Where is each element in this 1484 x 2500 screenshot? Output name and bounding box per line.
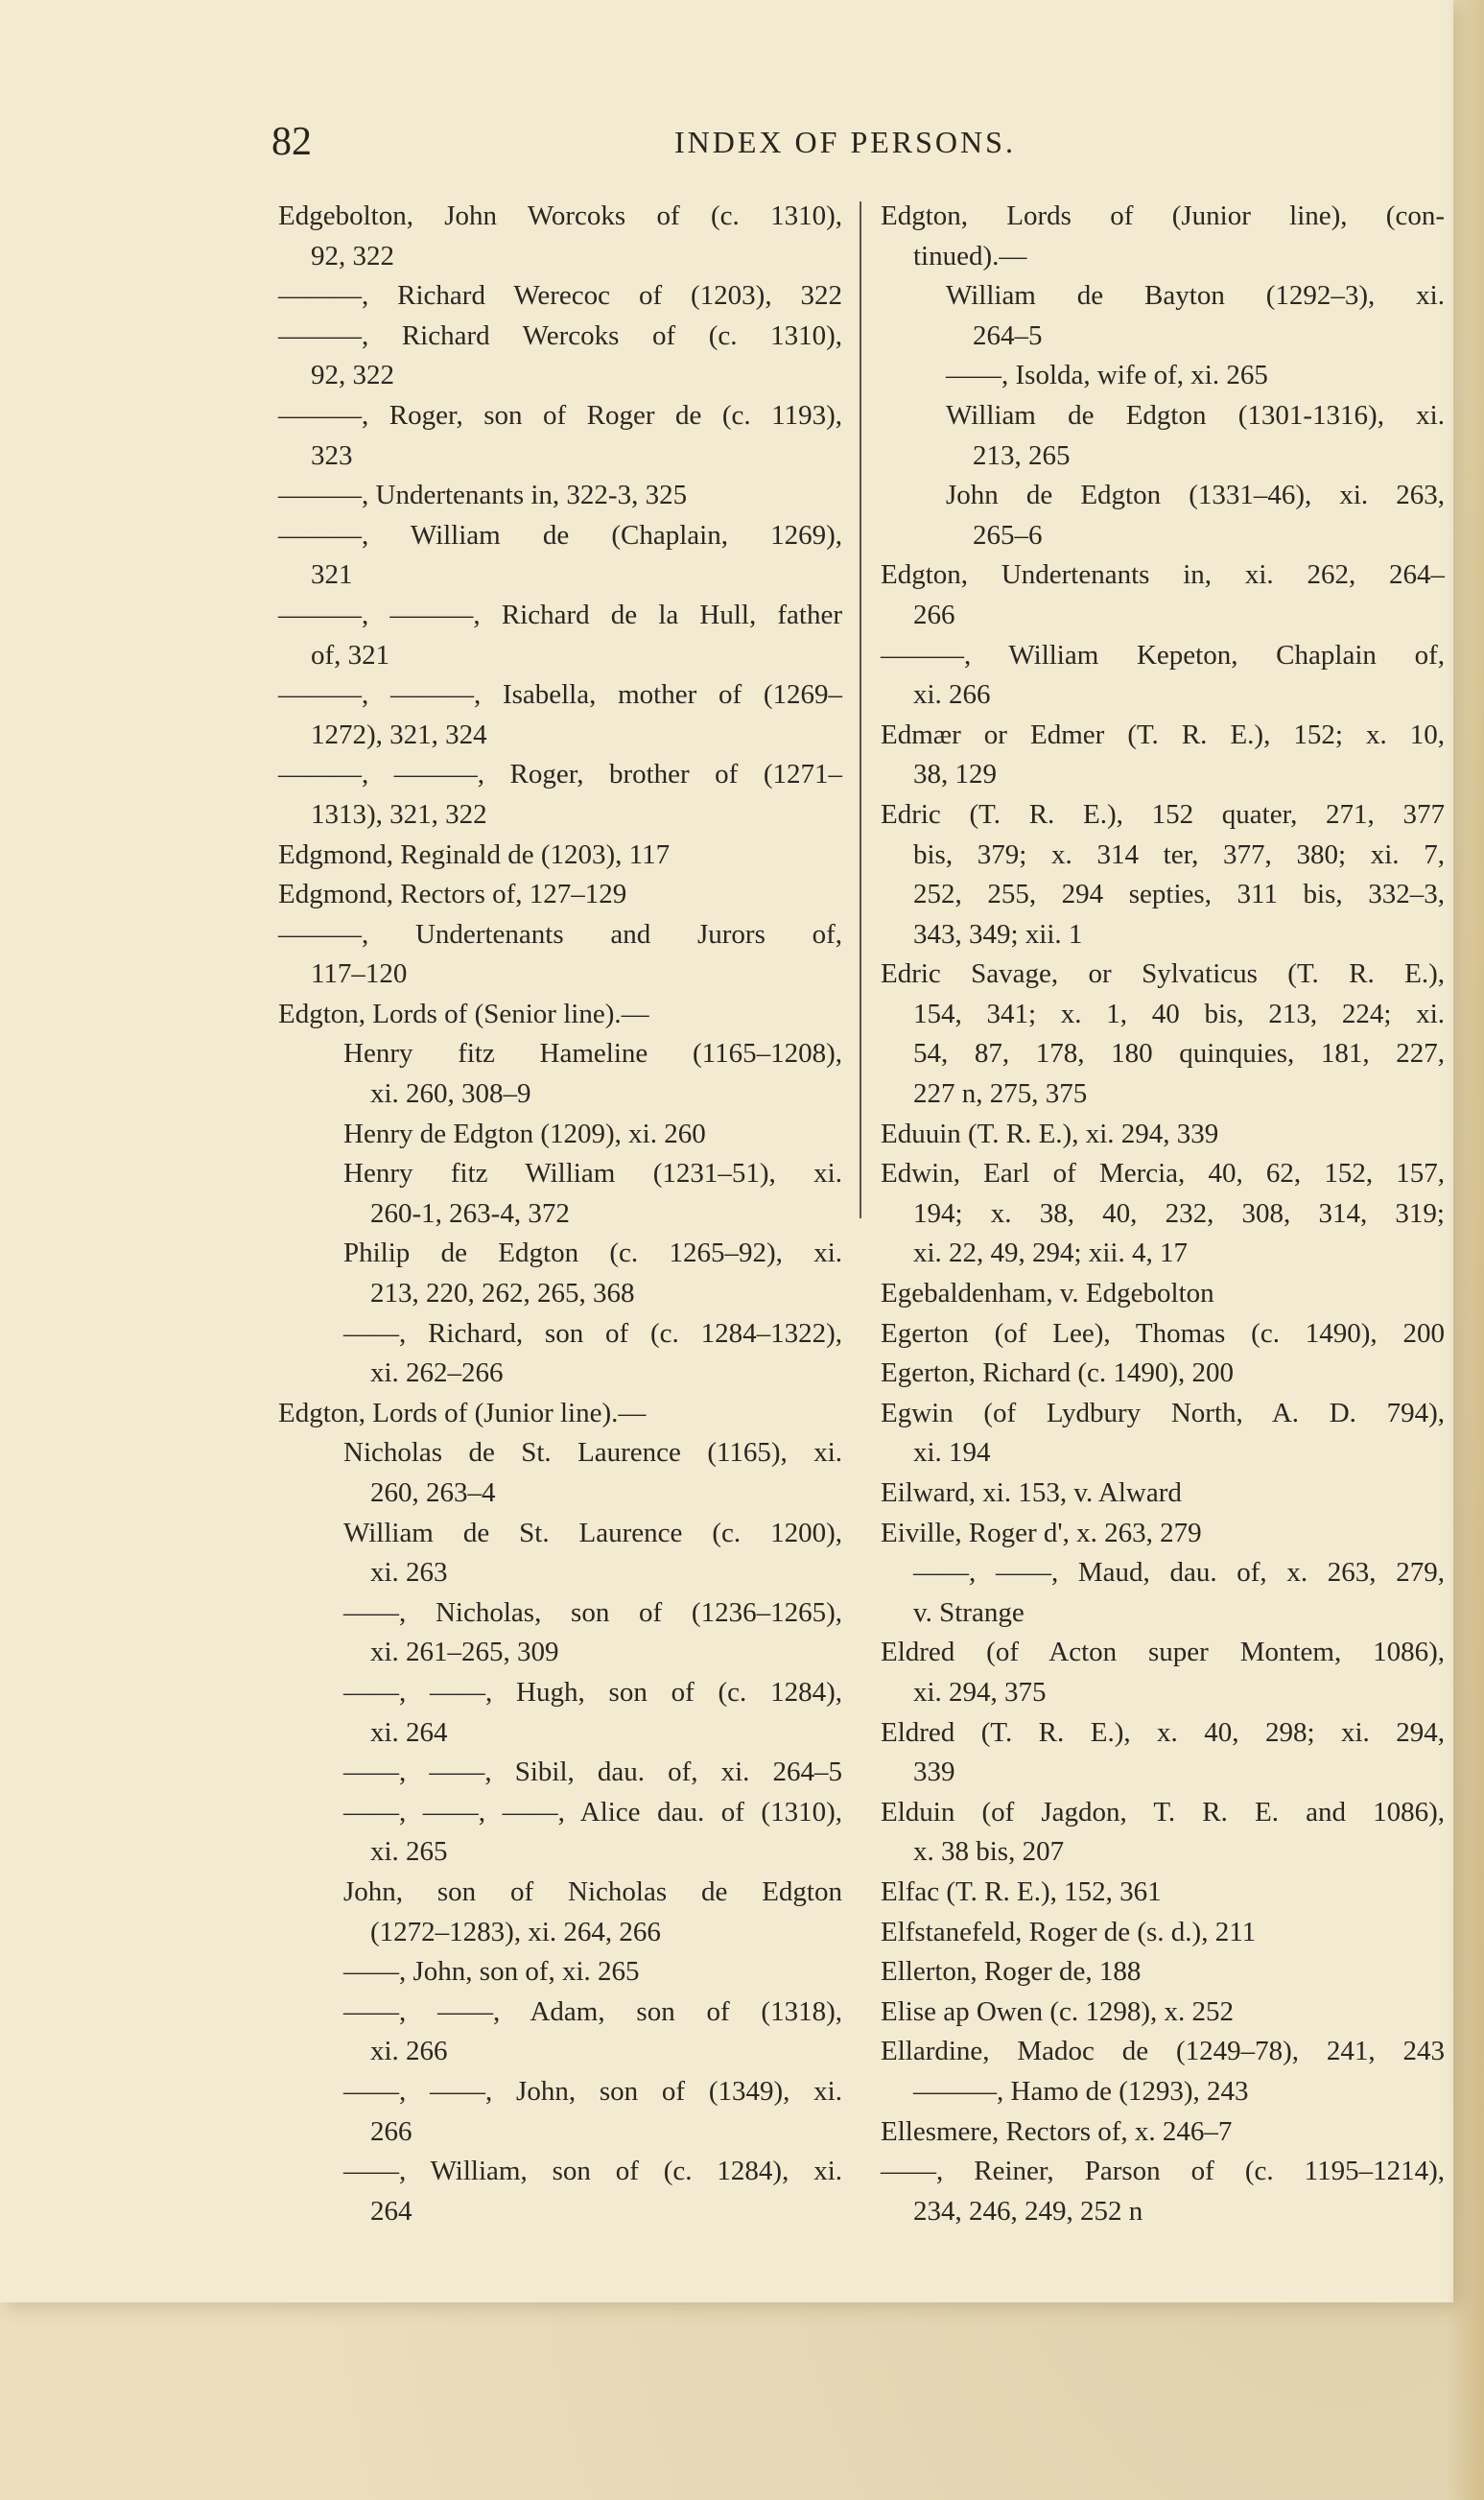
index-line: xi. 262–266 (370, 1357, 504, 1389)
index-line: 260-1, 263-4, 372 (370, 1197, 570, 1229)
index-line: ——, ——, Adam, son of (1318), (343, 1995, 842, 2027)
index-line: ——, ——, Sibil, dau. of, xi. 264–5 (343, 1757, 842, 1788)
index-line: Eduuin (T. R. E.), xi. 294, 339 (881, 1118, 1219, 1149)
page-edge-shadow (1446, 0, 1484, 2500)
index-line: ———, William de (Chaplain, 1269), (278, 519, 842, 551)
index-line: John de Edgton (1331–46), xi. 263, (946, 480, 1445, 511)
index-line: ——, Nicholas, son of (1236–1265), (343, 1596, 842, 1628)
index-line: 92, 322 (311, 360, 394, 391)
index-line: ——, William, son of (c. 1284), xi. (343, 2156, 842, 2187)
index-line: ———, ———, Isabella, mother of (1269– (278, 679, 842, 711)
index-line: xi. 266 (370, 2036, 448, 2067)
index-line: Egerton, Richard (c. 1490), 200 (881, 1357, 1235, 1389)
index-column-left (278, 197, 842, 2231)
index-line: 1313), 321, 322 (311, 798, 487, 830)
index-line: x. 38 bis, 207 (913, 1836, 1065, 1868)
index-line: 265–6 (973, 519, 1043, 551)
index-line: ——, ——, Maud, dau. of, x. 263, 279, (913, 1557, 1445, 1589)
page-number: 82 (271, 120, 312, 164)
index-line: Eldred (of Acton super Montem, 1086), (881, 1637, 1445, 1668)
index-line: 213, 265 (973, 439, 1071, 471)
index-line: William de Edgton (1301-1316), xi. (946, 399, 1445, 431)
index-line: Elfac (T. R. E.), 152, 361 (881, 1875, 1162, 1907)
index-line: Eldred (T. R. E.), x. 40, 298; xi. 294, (881, 1716, 1445, 1748)
index-line: of, 321 (311, 639, 390, 671)
index-line: xi. 260, 308–9 (370, 1078, 531, 1110)
index-line: 38, 129 (913, 759, 997, 790)
index-line: ——, ——, John, son of (1349), xi. (343, 2075, 842, 2107)
index-line: 227 n, 275, 375 (913, 1078, 1088, 1110)
index-line: Henry de Edgton (1209), xi. 260 (343, 1118, 706, 1149)
index-line: ——, ——, ——, Alice dau. of (1310), (343, 1796, 842, 1828)
index-line: Eilward, xi. 153, v. Alward (881, 1477, 1182, 1508)
index-line: Nicholas de St. Laurence (1165), xi. (343, 1437, 842, 1469)
index-line: 154, 341; x. 1, 40 bis, 213, 224; xi. (913, 998, 1445, 1029)
index-line: xi. 194 (913, 1437, 991, 1469)
index-line: ———, ———, Richard de la Hull, father (278, 599, 842, 630)
index-line: 339 (913, 1757, 955, 1788)
index-line: 252, 255, 294 septies, 311 bis, 332–3, (913, 879, 1445, 910)
index-line: 323 (311, 439, 353, 471)
index-line: 1272), 321, 324 (311, 719, 487, 750)
index-line: 54, 87, 178, 180 quinquies, 181, 227, (913, 1038, 1445, 1070)
index-line: 194; x. 38, 40, 232, 308, 314, 319; (913, 1197, 1445, 1229)
index-line: Eiville, Roger d', x. 263, 279 (881, 1517, 1202, 1548)
index-line: Edgton, Undertenants in, xi. 262, 264– (881, 559, 1445, 591)
index-line: Edmær or Edmer (T. R. E.), 152; x. 10, (881, 719, 1445, 750)
index-line: Edgmond, Reginald de (1203), 117 (278, 838, 671, 870)
index-line: 264 (370, 2195, 412, 2227)
index-line: Henry fitz Hameline (1165–1208), (343, 1038, 842, 1070)
index-line: 260, 263–4 (370, 1477, 496, 1508)
index-line: ———, ———, Roger, brother of (1271– (278, 759, 842, 790)
index-line: Edgton, Lords of (Senior line).— (278, 998, 649, 1029)
index-line: Elduin (of Jagdon, T. R. E. and 1086), (881, 1796, 1445, 1828)
index-line: xi. 264 (370, 1716, 448, 1748)
index-line: Edwin, Earl of Mercia, 40, 62, 152, 157, (881, 1158, 1445, 1190)
index-line: ——, Isolda, wife of, xi. 265 (946, 360, 1268, 391)
index-line: ——, John, son of, xi. 265 (343, 1956, 640, 1988)
index-line: Edgton, Lords of (Junior line).— (278, 1397, 647, 1428)
index-line: 92, 322 (311, 240, 394, 271)
index-line: Egebaldenham, v. Edgebolton (881, 1278, 1214, 1309)
index-line: Edgton, Lords of (Junior line), (con- (881, 200, 1445, 231)
column-divider (860, 201, 861, 1218)
index-line: (1272–1283), xi. 264, 266 (370, 1916, 661, 1947)
index-line: Ellerton, Roger de, 188 (881, 1956, 1142, 1988)
index-line: ———, Hamo de (1293), 243 (913, 2075, 1249, 2107)
index-line: ———, Richard Werecoc of (1203), 322 (278, 280, 842, 312)
index-line: Edric (T. R. E.), 152 quater, 271, 377 (881, 798, 1445, 830)
index-line: bis, 379; x. 314 ter, 377, 380; xi. 7, (913, 838, 1445, 870)
index-line: William de St. Laurence (c. 1200), (343, 1517, 842, 1548)
index-line: 343, 349; xii. 1 (913, 918, 1083, 950)
index-line: John, son of Nicholas de Edgton (343, 1875, 842, 1907)
index-line: ———, Undertenants in, 322-3, 325 (278, 480, 688, 511)
running-header (271, 113, 1451, 171)
index-line: tinued).— (913, 240, 1027, 271)
index-line: Philip de Edgton (c. 1265–92), xi. (343, 1238, 842, 1269)
index-line: xi. 266 (913, 679, 991, 711)
index-line: xi. 265 (370, 1836, 448, 1868)
index-line: Egwin (of Lydbury North, A. D. 794), (881, 1397, 1445, 1428)
index-line: xi. 261–265, 309 (370, 1637, 559, 1668)
index-line: ———, William Kepeton, Chaplain of, (881, 639, 1445, 671)
index-line: Edric Savage, or Sylvaticus (T. R. E.), (881, 958, 1445, 990)
index-line: Ellardine, Madoc de (1249–78), 241, 243 (881, 2036, 1445, 2067)
index-line: Henry fitz William (1231–51), xi. (343, 1158, 842, 1190)
index-line: ——, Reiner, Parson of (c. 1195–1214), (881, 2156, 1445, 2187)
index-line: Egerton (of Lee), Thomas (c. 1490), 200 (881, 1317, 1445, 1349)
index-line: ——, Richard, son of (c. 1284–1322), (343, 1317, 842, 1349)
index-line: ———, Undertenants and Jurors of, (278, 918, 842, 950)
index-column-right (881, 197, 1445, 2231)
index-line: 234, 246, 249, 252 n (913, 2195, 1143, 2227)
index-line: 266 (370, 2115, 412, 2147)
index-line: ——, ——, Hugh, son of (c. 1284), (343, 1676, 842, 1708)
index-line: 321 (311, 559, 353, 591)
index-line: William de Bayton (1292–3), xi. (946, 280, 1445, 312)
index-line: v. Strange (913, 1596, 1025, 1628)
index-line: 266 (913, 599, 955, 630)
index-line: ———, Richard Wercoks of (c. 1310), (278, 319, 842, 351)
index-line: ———, Roger, son of Roger de (c. 1193), (278, 399, 842, 431)
index-line: Elfstanefeld, Roger de (s. d.), 211 (881, 1916, 1257, 1947)
index-line: xi. 22, 49, 294; xii. 4, 17 (913, 1238, 1188, 1269)
index-line: Edgmond, Rectors of, 127–129 (278, 879, 627, 910)
index-line: Edgebolton, John Worcoks of (c. 1310), (278, 200, 842, 231)
index-line: xi. 294, 375 (913, 1676, 1047, 1708)
running-title: INDEX OF PERSONS. (674, 125, 1016, 159)
index-line: xi. 263 (370, 1557, 448, 1589)
index-line: Elise ap Owen (c. 1298), x. 252 (881, 1995, 1235, 2027)
index-line: 264–5 (973, 319, 1043, 351)
index-line: Ellesmere, Rectors of, x. 246–7 (881, 2115, 1233, 2147)
index-line: 117–120 (311, 958, 408, 990)
index-line: 213, 220, 262, 265, 368 (370, 1278, 635, 1309)
